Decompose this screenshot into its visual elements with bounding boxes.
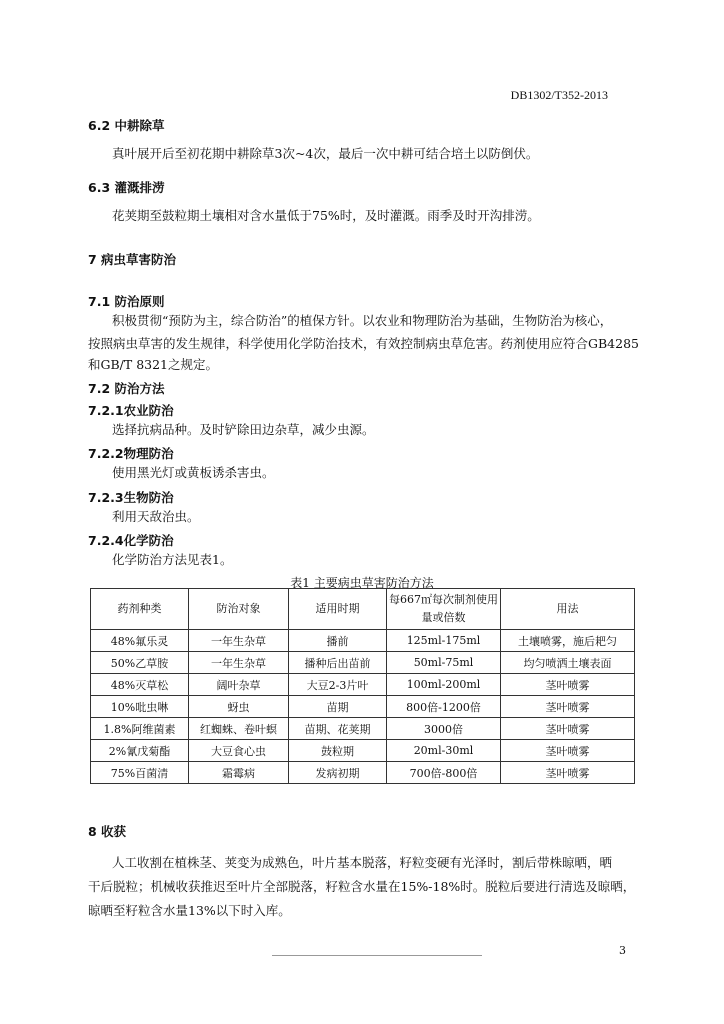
table-cell: 茎叶喷雾 xyxy=(501,718,635,740)
table-row xyxy=(91,652,635,674)
section-8-heading: 8 收获 xyxy=(88,824,127,839)
table-cell: 700倍-800倍 xyxy=(387,762,501,784)
section-7-2-3-heading: 7.2.3生物防治 xyxy=(88,490,174,505)
section-6-3-heading: 6.3 灌溉排涝 xyxy=(88,180,165,195)
table-cell: 茎叶喷雾 xyxy=(501,762,635,784)
table-row xyxy=(91,630,635,652)
table-cell: 土壤喷雾，施后耙匀 xyxy=(501,630,635,652)
table-cell: 20ml-30ml xyxy=(387,740,501,762)
table-cell: 800倍-1200倍 xyxy=(387,696,501,718)
pest-control-table xyxy=(90,588,635,784)
page-number: 3 xyxy=(619,944,626,957)
table-cell: 茎叶喷雾 xyxy=(501,696,635,718)
table-row xyxy=(91,696,635,718)
section-8-line: 干后脱粒；机械收获推迟至叶片全部脱落，籽粒含水量在15%-18%时。脱粒后要进行清选及晾晒， xyxy=(88,879,636,894)
footer-divider xyxy=(272,955,482,956)
section-7-2-1-text: 选择抗病品种。及时铲除田边杂草，减少虫源。 xyxy=(112,422,375,437)
document-number: DB1302/T352-2013 xyxy=(510,88,608,102)
section-7-1-line: 积极贯彻“预防为主，综合防治”的植保方针。以农业和物理防治为基础，生物防治为核心， xyxy=(112,313,613,328)
table-row xyxy=(91,718,635,740)
section-7-1-line: 和GB/T 8321之规定。 xyxy=(88,357,219,372)
table-cell: 10%吡虫啉 xyxy=(91,696,189,718)
table-cell: 蚜虫 xyxy=(189,696,289,718)
table-cell: 125ml-175ml xyxy=(387,630,501,652)
section-6-2-heading: 6.2 中耕除草 xyxy=(88,118,165,133)
table-cell: 1.8%阿维菌素 xyxy=(91,718,189,740)
section-8-line: 晾晒至籽粒含水量13%以下时入库。 xyxy=(88,903,291,918)
section-8-line: 人工收割在植株茎、荚变为成熟色，叶片基本脱落，籽粒变硬有光泽时，割后带株晾晒，晒 xyxy=(112,855,613,870)
table-cell: 48%氟乐灵 xyxy=(91,630,189,652)
table-row xyxy=(91,740,635,762)
section-7-2-heading: 7.2 防治方法 xyxy=(88,381,165,396)
section-7-2-2-heading: 7.2.2物理防治 xyxy=(88,446,174,461)
table-cell: 一年生杂草 xyxy=(189,630,289,652)
section-7-2-3-text: 利用天敌治虫。 xyxy=(112,509,200,524)
table-cell: 3000倍 xyxy=(387,718,501,740)
table-cell: 发病初期 xyxy=(289,762,387,784)
table-row xyxy=(91,674,635,696)
table-cell: 苗期、花荚期 xyxy=(289,718,387,740)
table-cell: 均匀喷洒土壤表面 xyxy=(501,652,635,674)
table-row xyxy=(91,762,635,784)
section-7-2-4-text: 化学防治方法见表1。 xyxy=(112,552,233,567)
section-7-2-2-text: 使用黑光灯或黄板诱杀害虫。 xyxy=(112,465,275,480)
table-cell: 苗期 xyxy=(289,696,387,718)
section-7-1-heading: 7.1 防治原则 xyxy=(88,294,165,309)
table-cell: 50%乙草胺 xyxy=(91,652,189,674)
section-7-heading: 7 病虫草害防治 xyxy=(88,252,177,267)
table-header-row xyxy=(91,589,635,630)
table-cell: 50ml-75ml xyxy=(387,652,501,674)
table-cell: 播前 xyxy=(289,630,387,652)
section-6-2-text: 真叶展开后至初花期中耕除草3次~4次，最后一次中耕可结合培土以防倒伏。 xyxy=(112,146,539,161)
header-period: 适用时期 xyxy=(289,589,387,630)
table-cell: 大豆2-3片叶 xyxy=(289,674,387,696)
table-cell: 茎叶喷雾 xyxy=(501,740,635,762)
table-caption: 表1 主要病虫草害防治方法 xyxy=(290,576,434,590)
table-cell: 2%氰戊菊酯 xyxy=(91,740,189,762)
header-target: 防治对象 xyxy=(189,589,289,630)
header-dosage: 每667㎡每次制剂使用量或倍数 xyxy=(387,589,501,630)
table-cell: 茎叶喷雾 xyxy=(501,674,635,696)
section-7-2-4-heading: 7.2.4化学防治 xyxy=(88,533,174,548)
section-7-1-line: 按照病虫草害的发生规律，科学使用化学防治技术，有效控制病虫草危害。药剂使用应符合GB4285 xyxy=(88,336,639,351)
table-cell: 一年生杂草 xyxy=(189,652,289,674)
header-pesticide-type: 药剂种类 xyxy=(91,589,189,630)
table-cell: 75%百菌清 xyxy=(91,762,189,784)
section-6-3-text: 花荚期至鼓粒期土壤相对含水量低于75%时，及时灌溉。雨季及时开沟排涝。 xyxy=(112,208,540,223)
header-usage: 用法 xyxy=(501,589,635,630)
table-cell: 霜霉病 xyxy=(189,762,289,784)
table-cell: 阔叶杂草 xyxy=(189,674,289,696)
table-cell: 播种后出苗前 xyxy=(289,652,387,674)
table-cell: 鼓粒期 xyxy=(289,740,387,762)
table-cell: 100ml-200ml xyxy=(387,674,501,696)
table-cell: 48%灭草松 xyxy=(91,674,189,696)
table-cell: 大豆食心虫 xyxy=(189,740,289,762)
section-7-2-1-heading: 7.2.1农业防治 xyxy=(88,403,174,418)
table-cell: 红蜘蛛、卷叶螟 xyxy=(189,718,289,740)
